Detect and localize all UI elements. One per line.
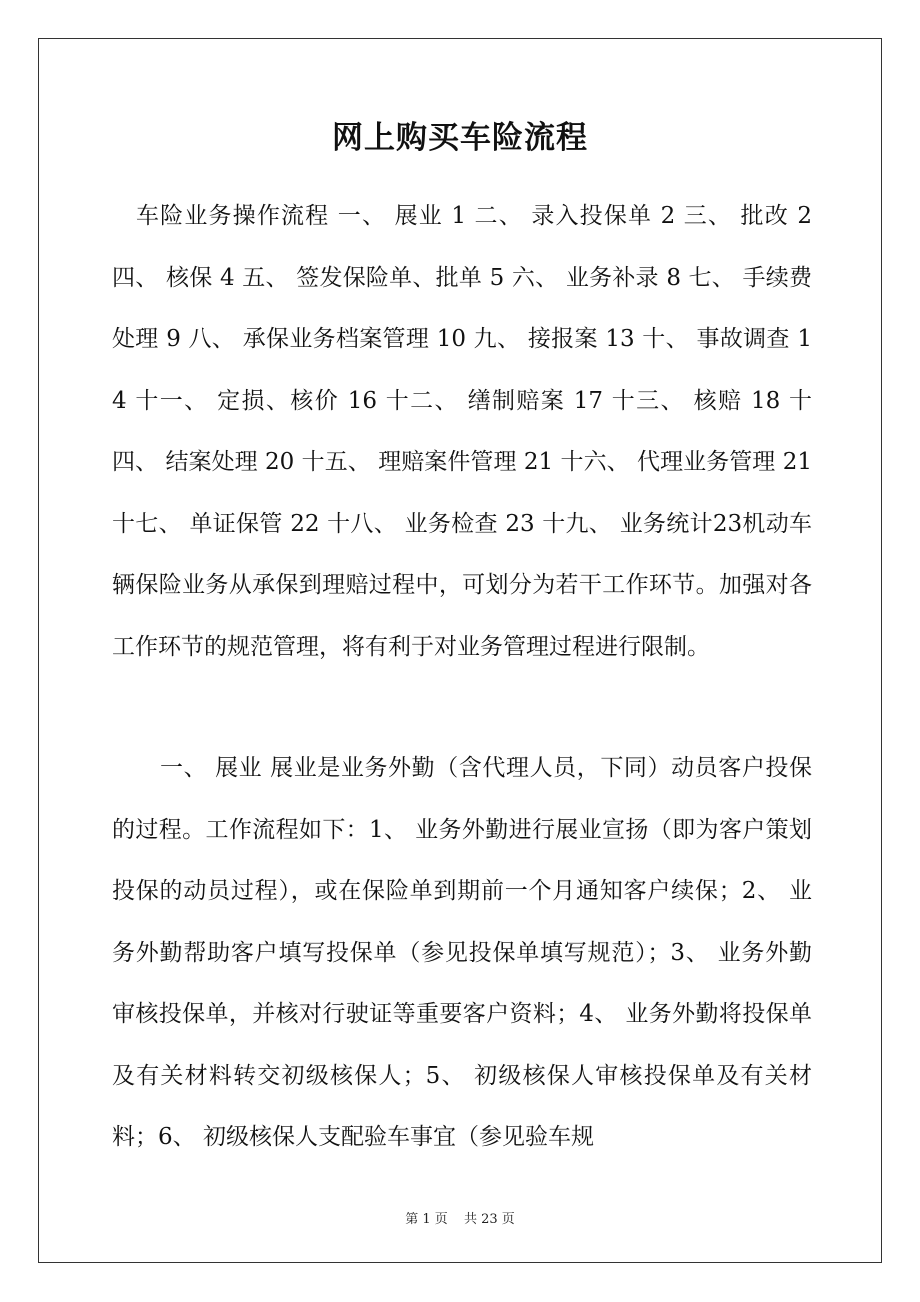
- document-title: 网上购买车险流程: [332, 120, 588, 156]
- intro-paragraph: 车险业务操作流程 一、 展业 1 二、 录入投保单 2 三、 批改 2 四、 核保 4 五、 签发保险单、批单 5 六、 业务补录 8 七、 手续费处理 9 八、 承保业务档案管理 10 九、 接报案 13 十、 事故调查 14 十一、 定损、核价 16 十二、 缮制赔案 17 十三、 核赔 18 十四、 结案处理 20 十五、 理赔案件管理 21 十六、 代理业务管理 21 十七、 单证保管 22 十八、 业务检查 23 十九、 业务统计23机动车辆保险业务从承保到理赔过程中，可划分为若干工作环节。加强对各工作环节的规范管理，将有利于对业务管理过程进行限制。: [112, 203, 812, 660]
- section-1-paragraph: 一、 展业 展业是业务外勤（含代理人员，下同）动员客户投保的过程。工作流程如下：1、 业务外勤进行展业宣扬（即为客户策划投保的动员过程），或在保险单到期前一个月通知客户续保；2、 业务外勤帮助客户填写投保单（参见投保单填写规范）；3、 业务外勤审核投保单，并核对行驶证等重要客户资料；4、 业务外勤将投保单及有关材料转交初级核保人；5、 初级核保人审核投保单及有关材料；6、 初级核保人支配验车事宜（参见验车规: [112, 755, 812, 1150]
- page-total: 共 23 页: [463, 1212, 515, 1227]
- page-footer: [0, 1208, 920, 1227]
- page-number: 第 1 页: [405, 1212, 448, 1227]
